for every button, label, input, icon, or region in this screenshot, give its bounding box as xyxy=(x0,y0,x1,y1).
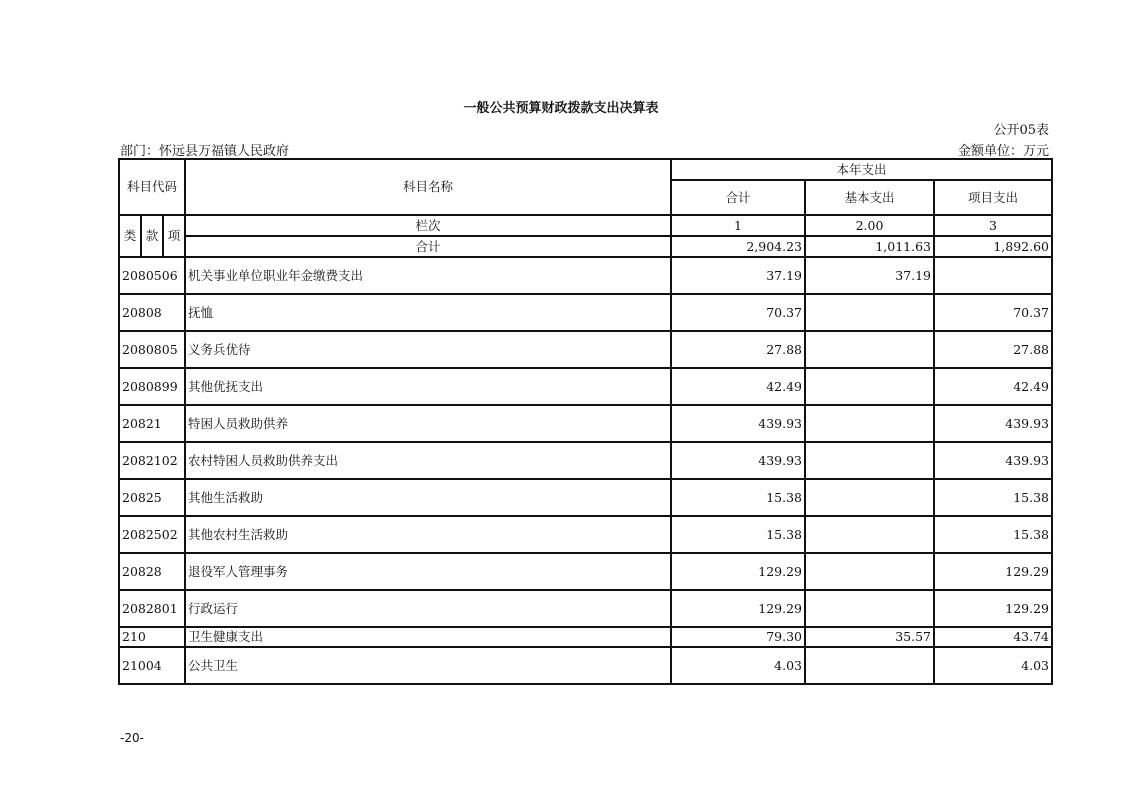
amount-total: 439.93 xyxy=(671,442,805,479)
amount-basic xyxy=(805,405,934,442)
grand-total-row xyxy=(119,236,1052,257)
amount-project: 43.74 xyxy=(934,627,1052,647)
subject-code: 2080805 xyxy=(119,331,185,368)
amount-basic xyxy=(805,479,934,516)
subject-code: 2080899 xyxy=(119,368,185,405)
amount-total: 129.29 xyxy=(671,590,805,627)
amount-project: 70.37 xyxy=(934,294,1052,331)
amount-project: 4.03 xyxy=(934,647,1052,684)
table-row xyxy=(119,331,1052,368)
code-group-label: 科目代码 xyxy=(126,179,177,194)
kuan-header: 款 xyxy=(141,215,163,257)
index-row xyxy=(119,215,1052,236)
table-row xyxy=(119,553,1052,590)
amount-total: 15.38 xyxy=(671,516,805,553)
amount-basic: 35.57 xyxy=(805,627,934,647)
amount-basic xyxy=(805,647,934,684)
code-group-header xyxy=(119,159,185,215)
amount-total: 42.49 xyxy=(671,368,805,405)
table-row xyxy=(119,590,1052,627)
page-number: -20- xyxy=(120,731,144,745)
amount-project xyxy=(934,257,1052,294)
lei-header: 类 xyxy=(119,215,141,257)
department-label: 部门：怀远县万福镇人民政府 xyxy=(120,144,290,159)
grand-total-amount: 2,904.23 xyxy=(671,236,805,257)
amount-total: 37.19 xyxy=(671,257,805,294)
basic-column-header: 基本支出 xyxy=(805,180,934,215)
subject-name: 卫生健康支出 xyxy=(185,627,671,647)
amount-basic xyxy=(805,331,934,368)
subject-name: 退役军人管理事务 xyxy=(185,553,671,590)
table-row xyxy=(119,442,1052,479)
amount-project: 129.29 xyxy=(934,553,1052,590)
index-1: 1 xyxy=(671,215,805,236)
amount-project: 27.88 xyxy=(934,331,1052,368)
table-row xyxy=(119,368,1052,405)
subject-name: 义务兵优待 xyxy=(185,331,671,368)
project-column-header: 项目支出 xyxy=(934,180,1052,215)
amount-total: 79.30 xyxy=(671,627,805,647)
amount-basic xyxy=(805,368,934,405)
grand-total-label: 合计 xyxy=(185,236,671,257)
table-row xyxy=(119,294,1052,331)
subject-name: 其他生活救助 xyxy=(185,479,671,516)
subject-name: 特困人员救助供养 xyxy=(185,405,671,442)
amount-basic: 37.19 xyxy=(805,257,934,294)
grand-total-project: 1,892.60 xyxy=(934,236,1052,257)
subject-name: 其他优抚支出 xyxy=(185,368,671,405)
total-column-header: 合计 xyxy=(671,180,805,215)
amount-project: 15.38 xyxy=(934,516,1052,553)
subject-name: 农村特困人员救助供养支出 xyxy=(185,442,671,479)
amount-basic xyxy=(805,553,934,590)
subject-name: 抚恤 xyxy=(185,294,671,331)
expenditure-table xyxy=(118,158,1053,685)
index-label: 栏次 xyxy=(185,215,671,236)
table-row xyxy=(119,405,1052,442)
amount-basic xyxy=(805,294,934,331)
amount-total: 4.03 xyxy=(671,647,805,684)
subject-code: 2082102 xyxy=(119,442,185,479)
subject-name: 其他农村生活救助 xyxy=(185,516,671,553)
amount-project: 42.49 xyxy=(934,368,1052,405)
subject-code: 2082801 xyxy=(119,590,185,627)
name-header-label: 科目名称 xyxy=(402,179,453,194)
subject-code: 20825 xyxy=(119,479,185,516)
subject-code: 2082502 xyxy=(119,516,185,553)
amount-unit-label: 金额单位：万元 xyxy=(957,144,1049,159)
table-number: 公开05表 xyxy=(993,123,1049,138)
subject-code: 21004 xyxy=(119,647,185,684)
table-row xyxy=(119,647,1052,684)
amount-project: 439.93 xyxy=(934,442,1052,479)
subject-code: 2080506 xyxy=(119,257,185,294)
subject-name: 公共卫生 xyxy=(185,647,671,684)
table-row xyxy=(119,627,1052,647)
document-title: 一般公共预算财政拨款支出决算表 xyxy=(463,101,659,116)
table-row xyxy=(119,516,1052,553)
amount-total: 129.29 xyxy=(671,553,805,590)
amount-total: 15.38 xyxy=(671,479,805,516)
index-3: 3 xyxy=(934,215,1052,236)
subject-code: 20828 xyxy=(119,553,185,590)
amount-project: 439.93 xyxy=(934,405,1052,442)
subject-code: 20808 xyxy=(119,294,185,331)
grand-total-basic: 1,011.63 xyxy=(805,236,934,257)
subject-name: 行政运行 xyxy=(185,590,671,627)
name-header xyxy=(185,159,671,215)
table-row xyxy=(119,479,1052,516)
current-year-label: 本年支出 xyxy=(836,161,887,177)
amount-project: 129.29 xyxy=(934,590,1052,627)
subject-code: 210 xyxy=(119,627,185,647)
amount-total: 70.37 xyxy=(671,294,805,331)
amount-total: 439.93 xyxy=(671,405,805,442)
index-2: 2.00 xyxy=(805,215,934,236)
subject-code: 20821 xyxy=(119,405,185,442)
header-row-1 xyxy=(119,159,1052,180)
amount-basic xyxy=(805,590,934,627)
xiang-header: 项 xyxy=(163,215,185,257)
subject-name: 机关事业单位职业年金缴费支出 xyxy=(185,257,671,294)
amount-basic xyxy=(805,516,934,553)
amount-basic xyxy=(805,442,934,479)
amount-total: 27.88 xyxy=(671,331,805,368)
table-row xyxy=(119,257,1052,294)
amount-project: 15.38 xyxy=(934,479,1052,516)
current-year-header xyxy=(671,159,1052,180)
